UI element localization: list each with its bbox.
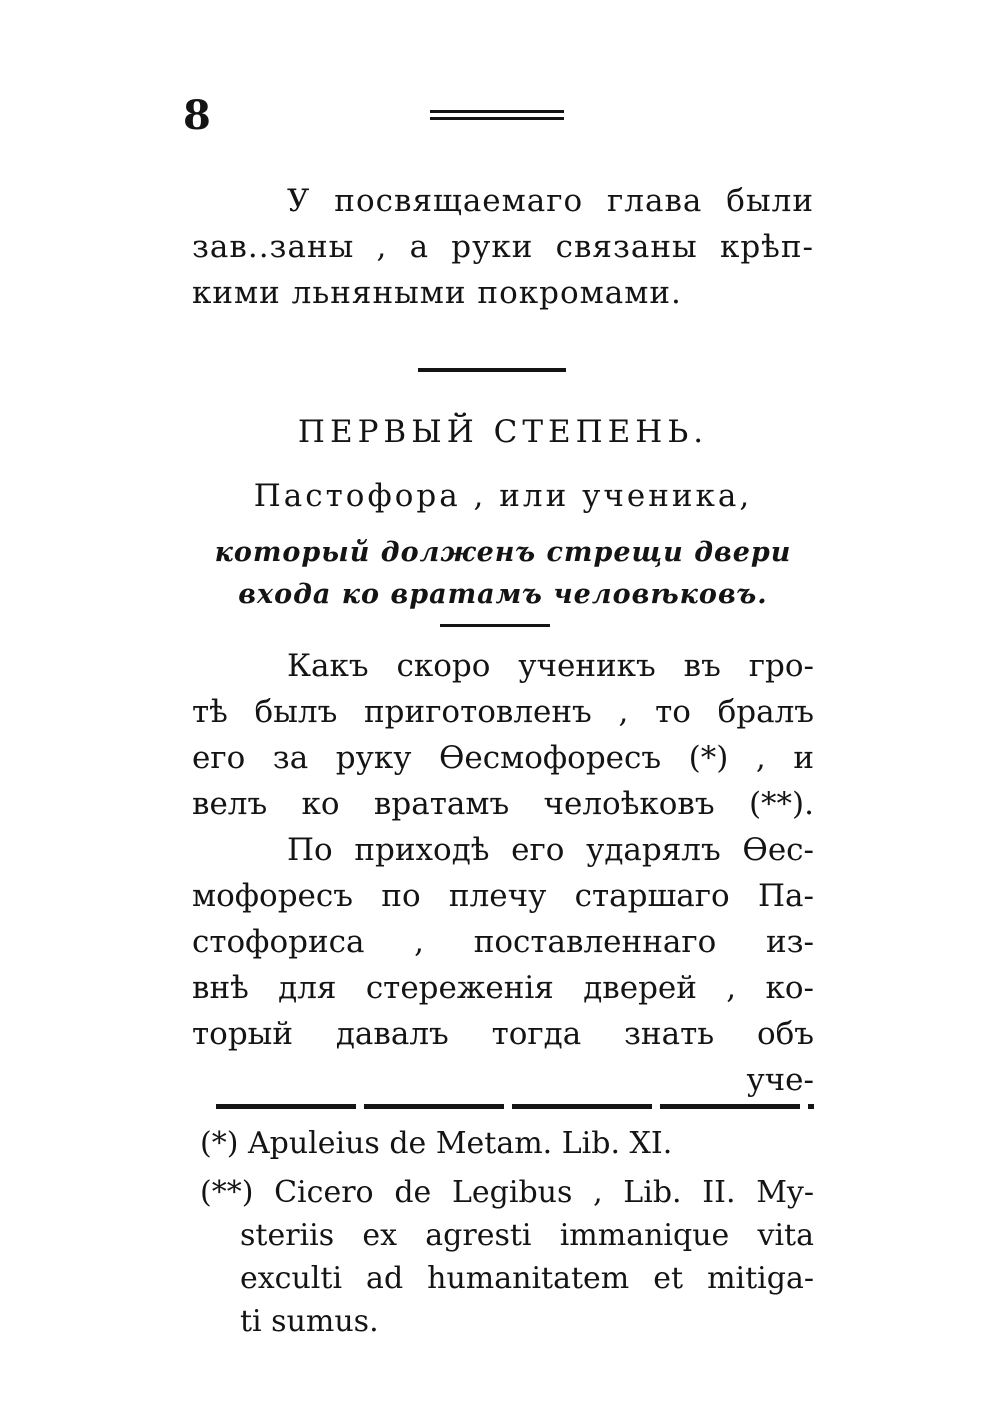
page-number: 8 — [183, 92, 211, 139]
degree-subtitle: Пастофора , или ученика, — [253, 478, 753, 514]
footnote-line: steriis ex agresti immanique vita — [240, 1218, 814, 1253]
text-line: зав..заны , а руки связаны крѣп- — [192, 229, 814, 265]
intro-paragraph — [192, 178, 814, 316]
footnote-rule — [216, 1104, 814, 1109]
text-line: внѣ для стереженія дверей , ко- — [192, 970, 814, 1006]
degree-description — [192, 532, 814, 616]
text-line: По приходѣ его ударялъ Өес- — [287, 832, 814, 868]
header-double-rule — [430, 110, 564, 124]
text-line: стофориса , поставленнаго из- — [192, 924, 814, 960]
heading-divider — [440, 624, 550, 627]
section-divider — [418, 368, 566, 372]
text-line: тѣ былъ приготовленъ , то бралъ — [192, 694, 814, 730]
footnote-line: (**) Cicero de Legibus , Lib. II. My- — [200, 1175, 814, 1210]
text-line: торый давалъ тогда знать объ — [192, 1016, 814, 1052]
footnote-line: ti sumus. — [240, 1304, 379, 1339]
footnotes — [200, 1122, 814, 1349]
description-line: входа ко вратамъ человѣковъ. — [238, 579, 768, 610]
description-line: который долженъ стрещи двери — [214, 537, 792, 568]
text-line: его за руку Өесмофоресъ (*) , и — [192, 740, 814, 776]
text-line: велъ ко вратамъ челоѣковъ (**). — [192, 786, 814, 822]
catchword: уче- — [746, 1062, 814, 1098]
footnote-line: exculti ad humanitatem et mitiga- — [240, 1261, 814, 1296]
footnote — [200, 1122, 814, 1165]
text-line: Какъ скоро ученикъ въ гро- — [287, 648, 814, 684]
footnote-line: (*) Apuleius de Metam. Lib. XI. — [200, 1126, 673, 1161]
text-line: кими льняными покромами. — [192, 275, 682, 311]
text-line: мофоресъ по плечу старшаго Па- — [192, 878, 814, 914]
body-paragraph — [192, 643, 814, 1103]
text-line: У посвящаемаго глава были — [287, 183, 814, 219]
degree-title: ПЕРВЫЙ СТЕПЕНЬ. — [297, 414, 709, 450]
footnote — [200, 1171, 814, 1343]
